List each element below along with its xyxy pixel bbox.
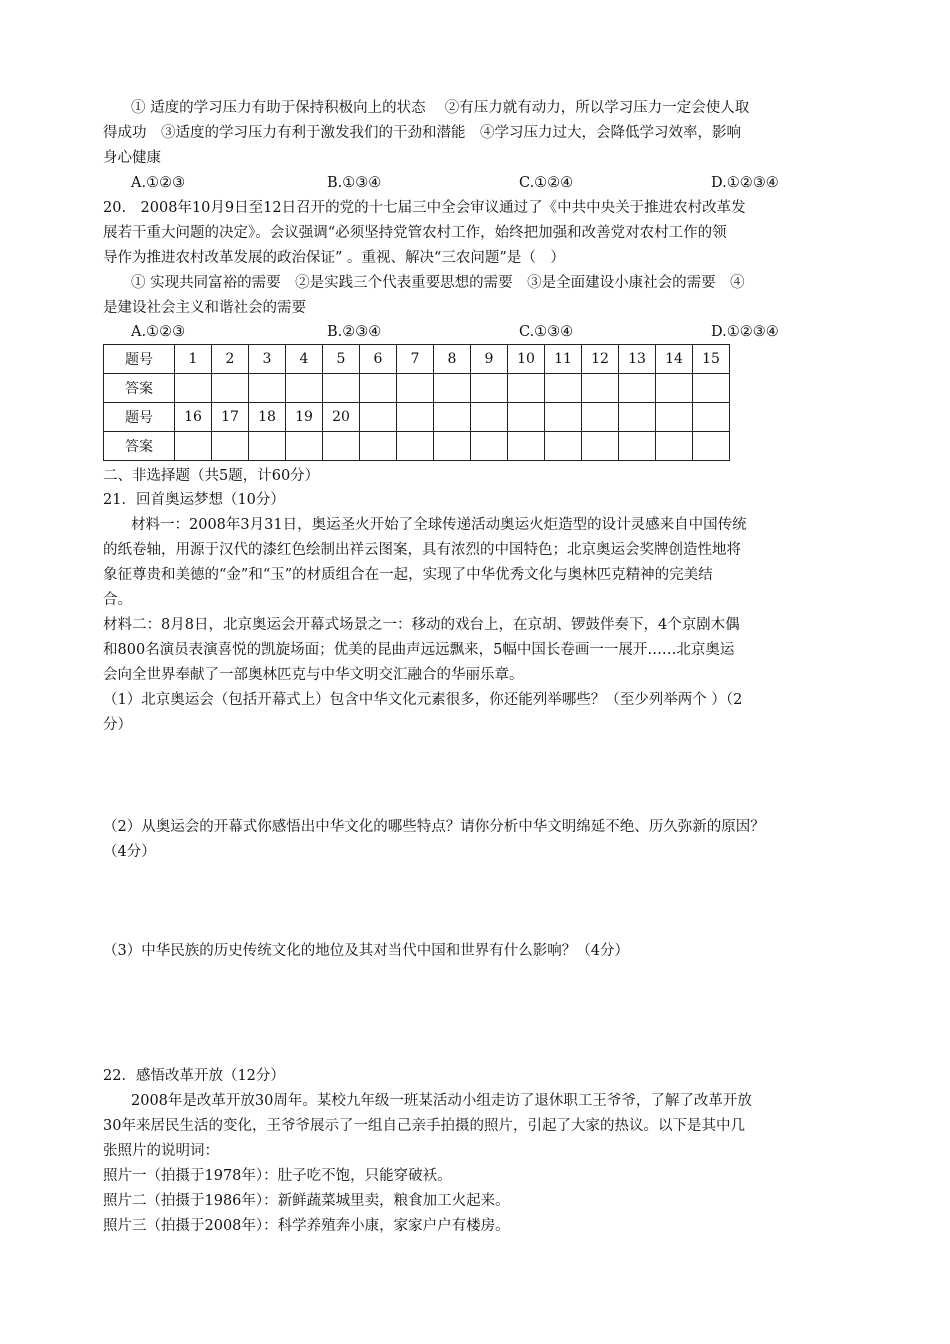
- q19-statement-line: 身心健康: [103, 150, 161, 166]
- table-cell: [693, 432, 730, 461]
- q19-option-b: B.①③④: [327, 175, 382, 191]
- q22-photo-caption: 照片一（拍摄于1978年）：肚子吃不饱，只能穿破袄。: [103, 1168, 452, 1184]
- q22-photo-caption: 照片三（拍摄于2008年）：科学养殖奔小康，家家户户有楼房。: [103, 1218, 510, 1234]
- table-row: [104, 432, 730, 461]
- answer-cell[interactable]: [471, 374, 508, 403]
- table-cell: 16: [175, 403, 212, 432]
- table-cell: 14: [656, 345, 693, 374]
- q21-material-line: 的纸卷轴，用源于汉代的漆红色绘制出祥云图案，具有浓烈的中国特色；北京奥运会奖牌创造性地将: [103, 542, 741, 558]
- table-cell: [545, 403, 582, 432]
- table-cell: [434, 403, 471, 432]
- q21-subquestion-1-score: 分）: [103, 717, 132, 733]
- table-cell: 10: [508, 345, 545, 374]
- table-cell: 2: [212, 345, 249, 374]
- q21-title: 21．回首奥运梦想（10分）: [103, 492, 285, 508]
- table-row: [104, 345, 730, 374]
- table-cell: [471, 432, 508, 461]
- table-cell: 7: [397, 345, 434, 374]
- table-cell: 11: [545, 345, 582, 374]
- answer-cell[interactable]: [212, 432, 249, 461]
- q22-photo-caption: 照片二（拍摄于1986年）：新鲜蔬菜城里卖，粮食加工火起来。: [103, 1193, 510, 1209]
- q20-stem-line: 导作为推进农村改革发展的政治保证” 。重视、解决“三农问题”是（ ）: [103, 250, 565, 266]
- q22-title: 22．感悟改革开放（12分）: [103, 1068, 285, 1084]
- table-cell: 13: [619, 345, 656, 374]
- q22-paragraph-line: 张照片的说明词：: [103, 1143, 219, 1159]
- table-cell: 6: [360, 345, 397, 374]
- table-cell: 17: [212, 403, 249, 432]
- table-cell: [508, 432, 545, 461]
- table-cell: [619, 432, 656, 461]
- answer-cell[interactable]: [286, 432, 323, 461]
- q21-subquestion-2: （2）从奥运会的开幕式你感悟出中华文化的哪些特点？请你分析中华文明绵延不绝、历久弥新的原因？: [103, 819, 765, 835]
- table-cell: [397, 403, 434, 432]
- table-cell: [397, 432, 434, 461]
- answer-cell[interactable]: [212, 374, 249, 403]
- answer-cell[interactable]: [545, 374, 582, 403]
- answer-cell[interactable]: [434, 374, 471, 403]
- answer-cell[interactable]: [175, 374, 212, 403]
- table-cell: [471, 403, 508, 432]
- q20-stem-line: 20. 2008年10月9日至12日召开的党的十七届三中全会审议通过了《中共中央关于推进农村改革发: [103, 200, 746, 216]
- q21-subquestion-3: （3）中华民族的历史传统文化的地位及其对当代中国和世界有什么影响？（4分）: [103, 943, 629, 959]
- q19-option-a: A.①②③: [131, 175, 186, 191]
- table-cell: [545, 432, 582, 461]
- q21-material-line: 合。: [103, 592, 132, 608]
- table-cell: [693, 403, 730, 432]
- q20-option-d: D.①②③④: [711, 324, 779, 340]
- q19-options: [131, 172, 843, 194]
- q21-material-line: 和800名演员表演喜悦的凯旋场面；优美的昆曲声远远飘来，5幅中国长卷画一一展开……北京奥运: [103, 642, 735, 658]
- q20-options: [131, 321, 843, 343]
- q19-option-c: C.①②④: [519, 175, 574, 191]
- q21-subquestion-1: （1）北京奥运会（包括开幕式上）包含中华文化元素很多，你还能列举哪些？（至少列举两个 ）（2: [103, 692, 743, 708]
- answer-cell[interactable]: [323, 432, 360, 461]
- answer-label: 答案: [104, 432, 175, 461]
- table-cell: 5: [323, 345, 360, 374]
- answer-cell[interactable]: [360, 374, 397, 403]
- table-cell: 3: [249, 345, 286, 374]
- question-number-label: 题号: [104, 403, 175, 432]
- q20-option-a: A.①②③: [131, 324, 186, 340]
- table-row: [104, 374, 730, 403]
- q21-material-line: 材料二：8月8日，北京奥运会开幕式场景之一：移动的戏台上，在京胡、锣鼓伴奏下，4个京剧木偶: [103, 617, 740, 633]
- table-row: [104, 403, 730, 432]
- question-number-label: 题号: [104, 345, 175, 374]
- answer-label: 答案: [104, 374, 175, 403]
- answer-cell[interactable]: [397, 374, 434, 403]
- q19-option-d: D.①②③④: [711, 175, 779, 191]
- table-cell: 4: [286, 345, 323, 374]
- table-cell: 19: [286, 403, 323, 432]
- answer-cell[interactable]: [286, 374, 323, 403]
- answer-cell[interactable]: [693, 374, 730, 403]
- table-cell: [508, 403, 545, 432]
- table-cell: 1: [175, 345, 212, 374]
- table-cell: [619, 403, 656, 432]
- q21-material-line: 材料一：2008年3月31日，奥运圣火开始了全球传递活动奥运火炬造型的设计灵感来自中国传统: [131, 517, 747, 533]
- table-cell: [360, 403, 397, 432]
- table-cell: [656, 432, 693, 461]
- table-cell: [582, 432, 619, 461]
- answer-cell[interactable]: [582, 374, 619, 403]
- q19-statement-line: 得成功 ③适度的学习压力有利于激发我们的干劲和潜能 ④学习压力过大，会降低学习效率，影响: [103, 125, 741, 141]
- answer-table: [103, 344, 730, 461]
- q22-paragraph-line: 2008年是改革开放30周年。某校九年级一班某活动小组走访了退休职工王爷爷，了解了改革开放: [131, 1093, 752, 1109]
- answer-cell[interactable]: [175, 432, 212, 461]
- table-cell: 20: [323, 403, 360, 432]
- answer-cell[interactable]: [249, 432, 286, 461]
- q22-paragraph-line: 30年来居民生活的变化，王爷爷展示了一组自己亲手拍摄的照片，引起了大家的热议。以下是其中几: [103, 1118, 745, 1134]
- table-cell: 12: [582, 345, 619, 374]
- table-cell: 9: [471, 345, 508, 374]
- q21-subquestion-2-score: （4分）: [103, 844, 156, 860]
- answer-cell[interactable]: [656, 374, 693, 403]
- q20-option-c: C.①③④: [519, 324, 574, 340]
- answer-cell[interactable]: [508, 374, 545, 403]
- table-cell: 8: [434, 345, 471, 374]
- q20-option-b: B.②③④: [327, 324, 382, 340]
- table-cell: [582, 403, 619, 432]
- q20-statement-line: ① 实现共同富裕的需要 ②是实践三个代表重要思想的需要 ③是全面建设小康社会的需要 ④: [131, 275, 745, 291]
- q21-material-line: 会向全世界奉献了一部奥林匹克与中华文明交汇融合的华丽乐章。: [103, 667, 524, 683]
- answer-cell[interactable]: [249, 374, 286, 403]
- table-cell: 15: [693, 345, 730, 374]
- table-cell: [360, 432, 397, 461]
- table-cell: [434, 432, 471, 461]
- answer-cell[interactable]: [323, 374, 360, 403]
- answer-cell[interactable]: [619, 374, 656, 403]
- section-title: 二、非选择题（共5题，计60分）: [103, 468, 320, 484]
- table-cell: [656, 403, 693, 432]
- q21-material-line: 象征尊贵和美德的“金”和“玉”的材质组合在一起，实现了中华优秀文化与奥林匹克精神的完美结: [103, 567, 713, 583]
- q19-statement-line: ① 适度的学习压力有助于保持积极向上的状态 ②有压力就有动力，所以学习压力一定会使人取: [131, 100, 750, 116]
- table-cell: 18: [249, 403, 286, 432]
- q20-stem-line: 展若干重大问题的决定》。会议强调“必须坚持党管农村工作，始终把加强和改善党对农村工作的领: [103, 225, 727, 241]
- q20-statement-line: 是建设社会主义和谐社会的需要: [103, 300, 306, 316]
